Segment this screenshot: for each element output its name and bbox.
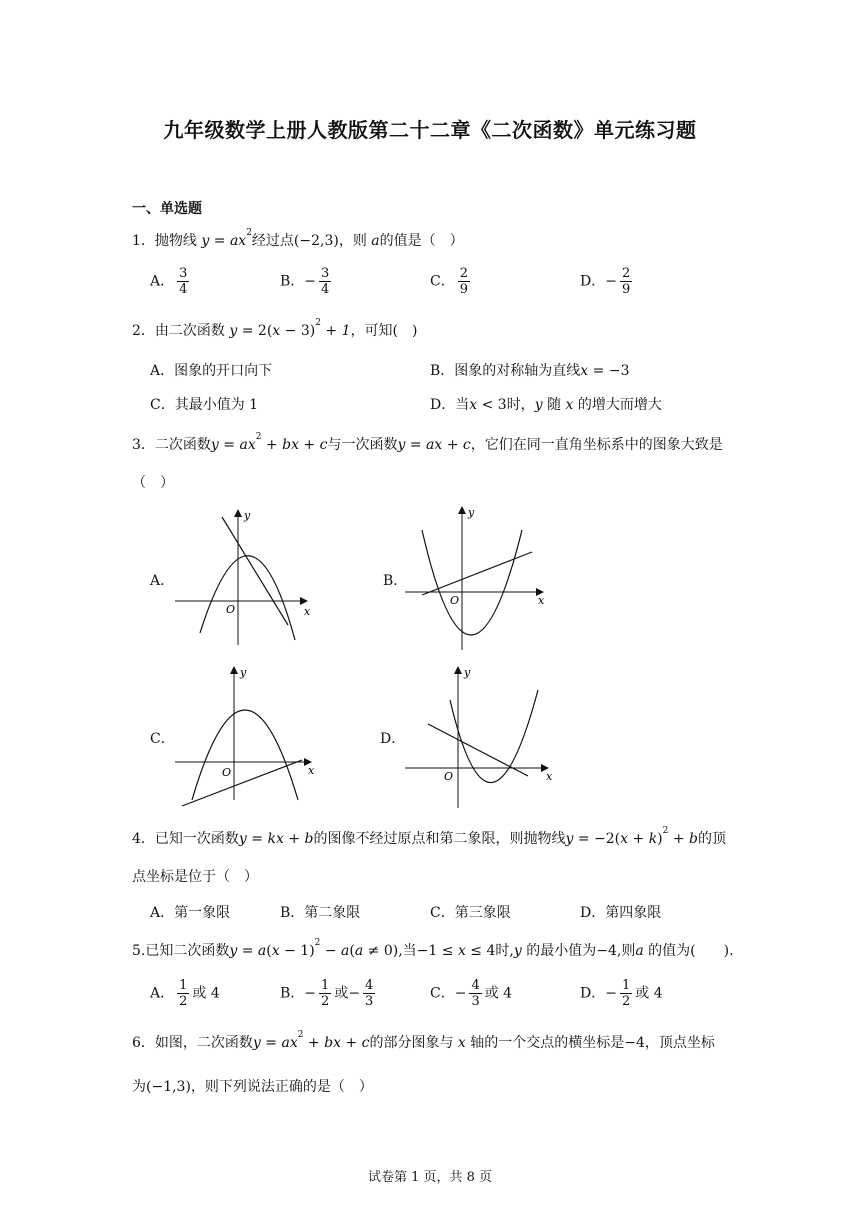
svg-text:y: y: [240, 666, 247, 679]
q2-option-c: C．其最小值为 1: [150, 397, 259, 413]
q5-option-d: D．− $\frac{1}{2}$ 或 4: [580, 978, 663, 1009]
question-3: 3．二次函数$y = ax^2$ + bx + c与一次函数y = ax + c，它们在同一直角坐标系中的图象大致是: [132, 432, 723, 453]
svg-text:O: O: [450, 594, 460, 607]
question-2: 2．由二次函数 $y = 2(x - 3)^2 + 1$，可知( ): [132, 318, 418, 339]
q2-option-b: B．图象的对称轴为直线x = −3: [430, 363, 630, 379]
svg-text:y: y: [468, 506, 475, 519]
page-footer: 试卷第 1 页，共 8 页: [367, 1170, 493, 1185]
graph-d-label: D．: [380, 731, 406, 747]
question-4-cont: 点坐标是位于（ ）: [132, 869, 258, 885]
question-1: 1．抛物线 $y = ax^2$经过点(−2,3)，则 a的值是（ ）: [132, 228, 464, 249]
svg-text:x: x: [538, 594, 545, 607]
svg-text:x: x: [546, 770, 553, 783]
section-heading: 一、单选题: [132, 201, 202, 217]
q5-option-a: A． $\frac{1}{2}$ 或 4: [150, 978, 220, 1009]
svg-text:O: O: [226, 603, 236, 616]
q1-option-c: C． $\frac{2}{9}$: [430, 266, 468, 297]
q2-option-d: D．当x < 3时，y 随 x 的增大而增大: [430, 397, 662, 413]
q4-option-b: B．第二象限: [280, 905, 361, 921]
graph-b: [400, 500, 560, 652]
graph-a-label: A．: [150, 573, 175, 589]
q1-option-a: A． $\frac{3}{4}$: [150, 266, 188, 297]
formula: y: [201, 233, 210, 249]
question-5: 5.已知二次函数$y = a(x - 1)^2 - a(a \ne 0)$,当−1 ≤ x ≤ 4时,y 的最小值为−4,则a 的值为( ).: [132, 938, 734, 959]
graph-b-label: B．: [383, 573, 408, 589]
q5-option-b: B．− $\frac{1}{2}$ 或− $\frac{4}{3}$: [280, 978, 374, 1009]
question-3-paren: （ ）: [132, 475, 174, 491]
q4-option-d: D．第四象限: [580, 905, 662, 921]
svg-text:x: x: [308, 764, 315, 777]
q5-option-c: C．− $\frac{4}{3}$ 或 4: [430, 978, 513, 1009]
graph-d: [400, 660, 560, 810]
svg-text:O: O: [222, 766, 232, 779]
q1-option-d: D．− $\frac{2}{9}$: [580, 266, 631, 297]
q1-option-b: B．− $\frac{3}{4}$: [280, 266, 330, 297]
q4-option-a: A．第一象限: [150, 905, 231, 921]
q2-option-a: A．图象的开口向下: [150, 363, 273, 379]
svg-text:O: O: [444, 770, 454, 783]
graph-a: [170, 505, 320, 650]
svg-text:x: x: [304, 605, 311, 618]
page-title: 九年级数学上册人教版第二十二章《二次函数》单元练习题: [163, 118, 697, 142]
graph-c: [170, 660, 325, 810]
svg-text:y: y: [244, 509, 251, 522]
graph-c-label: C．: [150, 731, 175, 747]
question-4: 4．已知一次函数y = kx + b的图像不经过原点和第二象限，则抛物线$y = -2(x + k)^2 + b$的顶: [132, 826, 726, 847]
svg-text:y: y: [464, 666, 471, 679]
question-6-cont: 为(−1,3)，则下列说法正确的是（ ）: [132, 1079, 373, 1095]
question-6: 6．如图，二次函数$y = ax^2$ + bx + c的部分图象与 x 轴的一个交点的横坐标是−4，顶点坐标: [132, 1030, 715, 1051]
q4-option-c: C．第三象限: [430, 905, 511, 921]
